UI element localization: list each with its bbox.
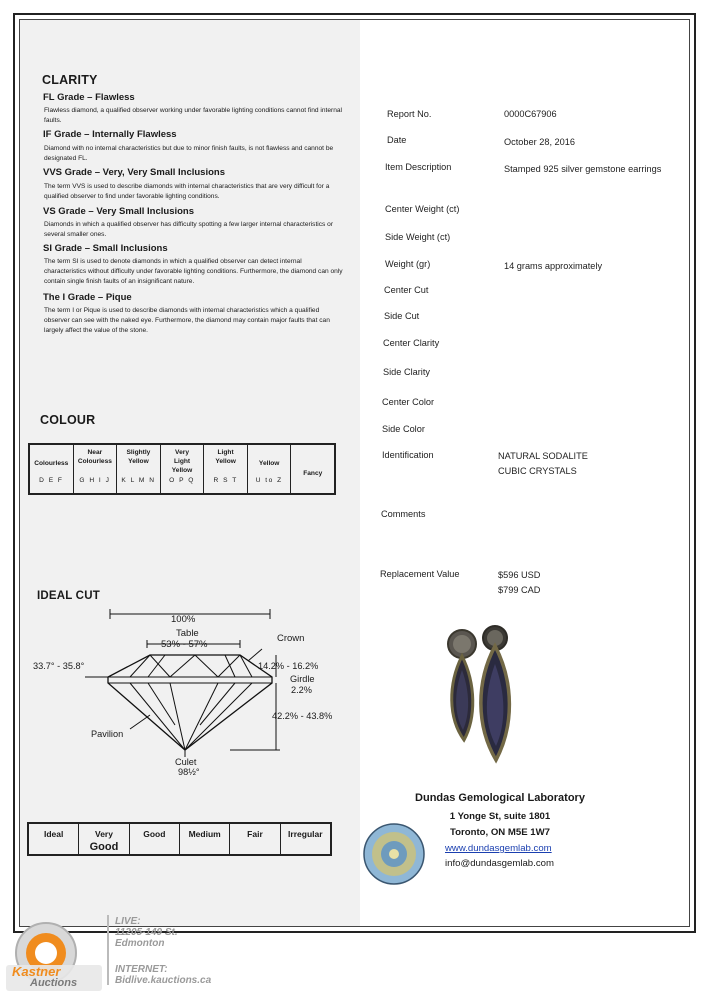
lab-website-link[interactable]: www.dundasgemlab.com [445,843,552,854]
cut-girdle-value: 2.2% [291,685,312,695]
logo-text-kastner: Kastner [12,964,61,979]
grade-vvs-desc: The term VVS is used to describe diamonds with internal characteristics that are very difficult for a qualified observer to find under favorable lighting conditions. [44,183,330,200]
replacement-cad: $799 CAD [498,585,541,595]
colour-label: Very Light Yellow [171,449,193,474]
cut-grade-cell [180,824,230,854]
colour-cell [74,445,118,493]
cut-width-label: 100% [171,614,196,625]
center-clarity-label: Center Clarity [383,338,440,348]
grade-fl-title: FL Grade – Flawless [43,92,135,103]
center-cut-label: Center Cut [384,285,429,295]
grade-i-title: The I Grade – Pique [43,292,132,303]
cut-girdle-label: Girdle [290,674,315,684]
colour-value: U to Z [255,477,283,484]
live-address: 11205-149 St. [115,927,178,938]
colour-cell [291,445,334,493]
grade-fl-desc: Flawless diamond, a qualified observer working under favorable lighting conditions cannot find internal faults. [44,107,342,124]
side-weight-label: Side Weight (ct) [385,232,451,242]
colour-label: Colourless [34,460,69,467]
item-description-label: Item Description [385,162,452,172]
cut-crown-label: Crown [277,633,305,644]
colour-value: O P Q [169,477,195,484]
side-clarity-label: Side Clarity [383,367,430,377]
lab-address-2: Toronto, ON M5E 1W7 [449,827,551,838]
grade-if-desc: Diamond with no internal characteristics but due to minor finish faults, is not flawless and cannot be designated FL. [44,145,334,162]
identification-value-1: NATURAL SODALITE [498,451,588,461]
grade-i-desc: The term I or Pique is used to describe diamonds with internal characteristics which a qualified observer can see with the naked eye. Furthermore, the diamond may contain major faults that can largely affect the value of the stone. [44,307,330,334]
cut-grade-cell [29,824,79,854]
replacement-usd: $596 USD [498,570,541,580]
live-label: LIVE: [115,916,141,927]
cut-grade-label: Ideal [43,829,64,839]
colour-cell [30,445,74,493]
date-label: Date [387,135,407,145]
lab-address-1: 1 Yonge St, suite 1801 [449,811,551,822]
side-cut-label: Side Cut [384,311,420,321]
clarity-heading: CLARITY [42,73,98,87]
hologram-seal-icon [362,822,426,886]
colour-value: R S T [213,477,238,484]
grade-vs-desc: Diamonds in which a qualified observer has difficulty spotting a few larger internal characteristics or several smaller ones. [44,221,334,238]
cut-grade-cell [79,824,129,854]
colour-label: Fancy [303,470,323,477]
center-weight-label: Center Weight (ct) [385,204,460,214]
cut-grade-cell [230,824,280,854]
colour-label: Slightly Yellow [126,449,151,465]
date-value: October 28, 2016 [504,137,575,147]
cut-grade-cell [130,824,180,854]
cut-grade-label: Good [143,829,166,839]
cut-pavilion-label: Pavilion [91,729,124,739]
report-no-label: Report No. [387,109,432,119]
colour-cell [117,445,161,493]
cut-crown-height: 14.2% - 16.2% [258,661,319,671]
lab-name: Dundas Gemological Laboratory [415,792,585,804]
colour-value: G H I J [79,477,111,484]
grade-si-title: SI Grade – Small Inclusions [43,243,168,254]
live-city: Edmonton [115,938,165,949]
cut-culet-label: Culet [175,757,197,767]
cut-table-label: Table [176,628,199,639]
colour-label: Yellow [258,460,280,467]
footer-divider [107,915,109,985]
weight-label: Weight (gr) [385,259,431,269]
colour-cell [248,445,292,493]
cut-table-range: 53% - 57% [161,639,208,650]
cut-grade-sublabel: Good [89,841,119,853]
replacement-value-label: Replacement Value [380,569,460,579]
logo-text-auctions: Auctions [30,977,78,989]
comments-label: Comments [381,509,426,519]
cut-grade-label: Fair [247,829,263,839]
grade-vvs-title: VVS Grade – Very, Very Small Inclusions [43,167,225,178]
earring-photo [440,622,550,772]
ideal-cut-heading: IDEAL CUT [37,590,100,602]
cut-grade-table [27,822,332,856]
cut-culet-value: 98½° [178,767,200,777]
cut-grade-label: Very [95,829,113,839]
report-no-value: 0000C67906 [504,109,557,119]
center-color-label: Center Color [382,397,435,407]
cut-grade-label: Medium [188,829,221,839]
cut-pavilion-depth: 42.2% - 43.8% [272,711,333,721]
colour-heading: COLOUR [40,413,96,427]
colour-cell [161,445,205,493]
grade-si-desc: The term SI is used to denote diamonds in which a qualified observer can detect internal characteristics without difficulty under favorable lighting conditions. Furthermore, the diamond can only contain single finish faults of an insignificant nature. [44,258,343,285]
grade-vs-title: VS Grade – Very Small Inclusions [43,206,195,217]
colour-cell [204,445,248,493]
colour-label: Light Yellow [215,449,236,465]
side-color-label: Side Color [382,424,425,434]
colour-scale-table [28,443,336,495]
cut-crown-angle: 33.7° - 35.8° [33,661,85,671]
auction-footer [0,915,707,1000]
lab-email: info@dundasgemlab.com [445,858,554,869]
cut-grade-label: Irregular [288,829,323,839]
item-description-value: Stamped 925 silver gemstone earrings [504,164,662,174]
cut-grade-cell [281,824,330,854]
colour-value: D E F [39,477,64,484]
colour-label: Near Colourless [77,449,112,465]
internet-url[interactable]: Bidlive.kauctions.ca [115,975,212,986]
grade-if-title: IF Grade – Internally Flawless [43,129,177,140]
identification-label: Identification [382,450,434,460]
weight-value: 14 grams approximately [504,261,603,271]
identification-value-2: CUBIC CRYSTALS [498,466,577,476]
colour-value: K L M N [121,477,156,484]
internet-label: INTERNET: [115,964,168,975]
